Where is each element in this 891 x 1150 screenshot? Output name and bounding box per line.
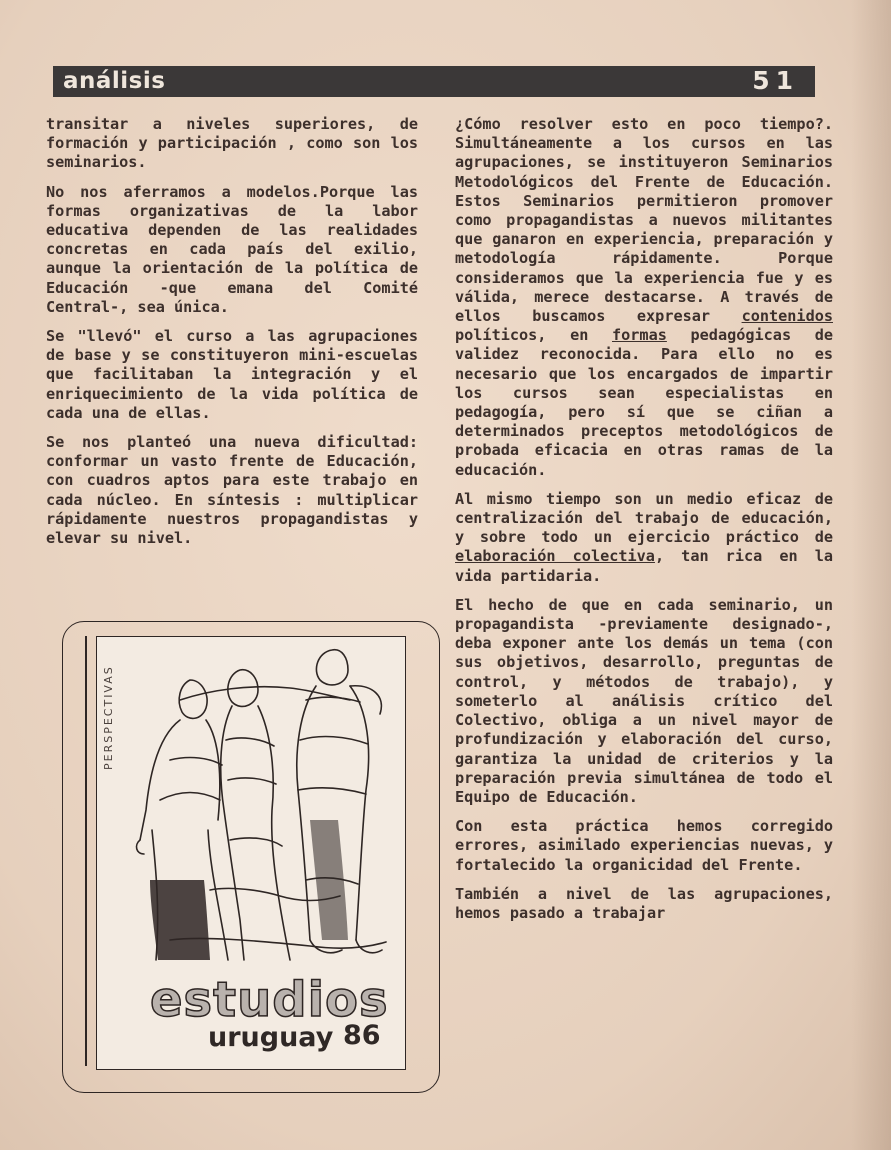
- poster-brand: estudios: [150, 972, 389, 1028]
- poster-number: 86: [343, 1020, 381, 1051]
- paragraph: El hecho de que en cada seminario, un propagandista -previamente designado-, deba exponer ante los demás un tema (con sus objetivos, desarrollo, preguntas de control, y métodos de trabajo), y someterlo al análisis crítico del Colectivo, obliga a un nivel mayor de profundización y elaboración del curso, garantiza la unidad de criterios y la preparación previa simultánea de todo el Equipo de Educación.: [455, 595, 833, 806]
- paragraph: También a nivel de las agrupaciones, hemos pasado a trabajar: [455, 884, 833, 922]
- poster-figures-illustration: [110, 640, 400, 980]
- poster-vertical-label: PERSPECTIVAS: [102, 665, 115, 770]
- header-bar: [53, 66, 815, 97]
- paragraph: Se nos planteó una nueva dificultad: conformar un vasto frente de Educación, con cuadros aptos para este trabajo en cada núcleo. En síntesis : multiplicar rápidamente nuestros propagandistas y elevar su nivel.: [46, 433, 418, 548]
- paragraph: [455, 490, 833, 586]
- text-run: ¿Cómo resolver esto en poco tiempo?. Simultáneamente a los cursos en las agrupaciones, se instituyeron Seminarios Metodológicos del Frente de Educación. Estos Seminarios permitieron promover como propagandistas a nuevos militantes que ganaron en experiencia, preparación y metodología rápidamente. Porque consideramos que la experiencia fue y es válida, merece destacarse. A través de ellos buscamos expresar: [455, 115, 833, 326]
- page-edge-shadow: [851, 0, 891, 1150]
- left-column: [46, 115, 418, 558]
- section-title: análisis: [63, 68, 166, 94]
- paragraph: transitar a niveles superiores, de formación y participación , como son los seminarios.: [46, 115, 418, 172]
- underlined-term: formas: [612, 326, 667, 345]
- paragraph: Se "llevó" el curso a las agrupaciones de base y se constituyeron mini-escuelas que facilitaban la integración y el enriquecimiento de la vida política de cada una de ellas.: [46, 327, 418, 422]
- page-number: 51: [752, 66, 799, 95]
- right-column: [455, 115, 833, 933]
- underlined-term: contenidos: [741, 307, 833, 326]
- poster-country: uruguay: [208, 1022, 334, 1053]
- paragraph: [455, 115, 833, 480]
- text-run: , tan rica en la vida partidaria.: [455, 547, 833, 585]
- text-run: Al mismo tiempo son un medio eficaz de centralización del trabajo de educación, y sobre todo un ejercicio práctico de: [455, 489, 833, 547]
- text-run: políticos, en: [455, 326, 612, 345]
- paragraph: No nos aferramos a modelos.Porque las formas organizativas de la labor educativa dependen de las realidades concretas en cada país del exilio, aunque la orientación de la política de Educación -que emana del Comité Central-, sea única.: [46, 182, 418, 316]
- poster-rule: [85, 636, 87, 1066]
- text-run: pedagógicas de validez reconocida. Para ello no es necesario que los encargados de impartir los cursos sean especialistas en pedagogía, pero sí que se ciñan a determinados preceptos metodológicos de probada eficacia en otras ramas de la educación.: [455, 326, 834, 479]
- paragraph: Con esta práctica hemos corregido errores, asimilado experiencias nuevas, y fortalecido la organicidad del Frente.: [455, 817, 833, 874]
- underlined-term: elaboración colectiva: [455, 547, 655, 566]
